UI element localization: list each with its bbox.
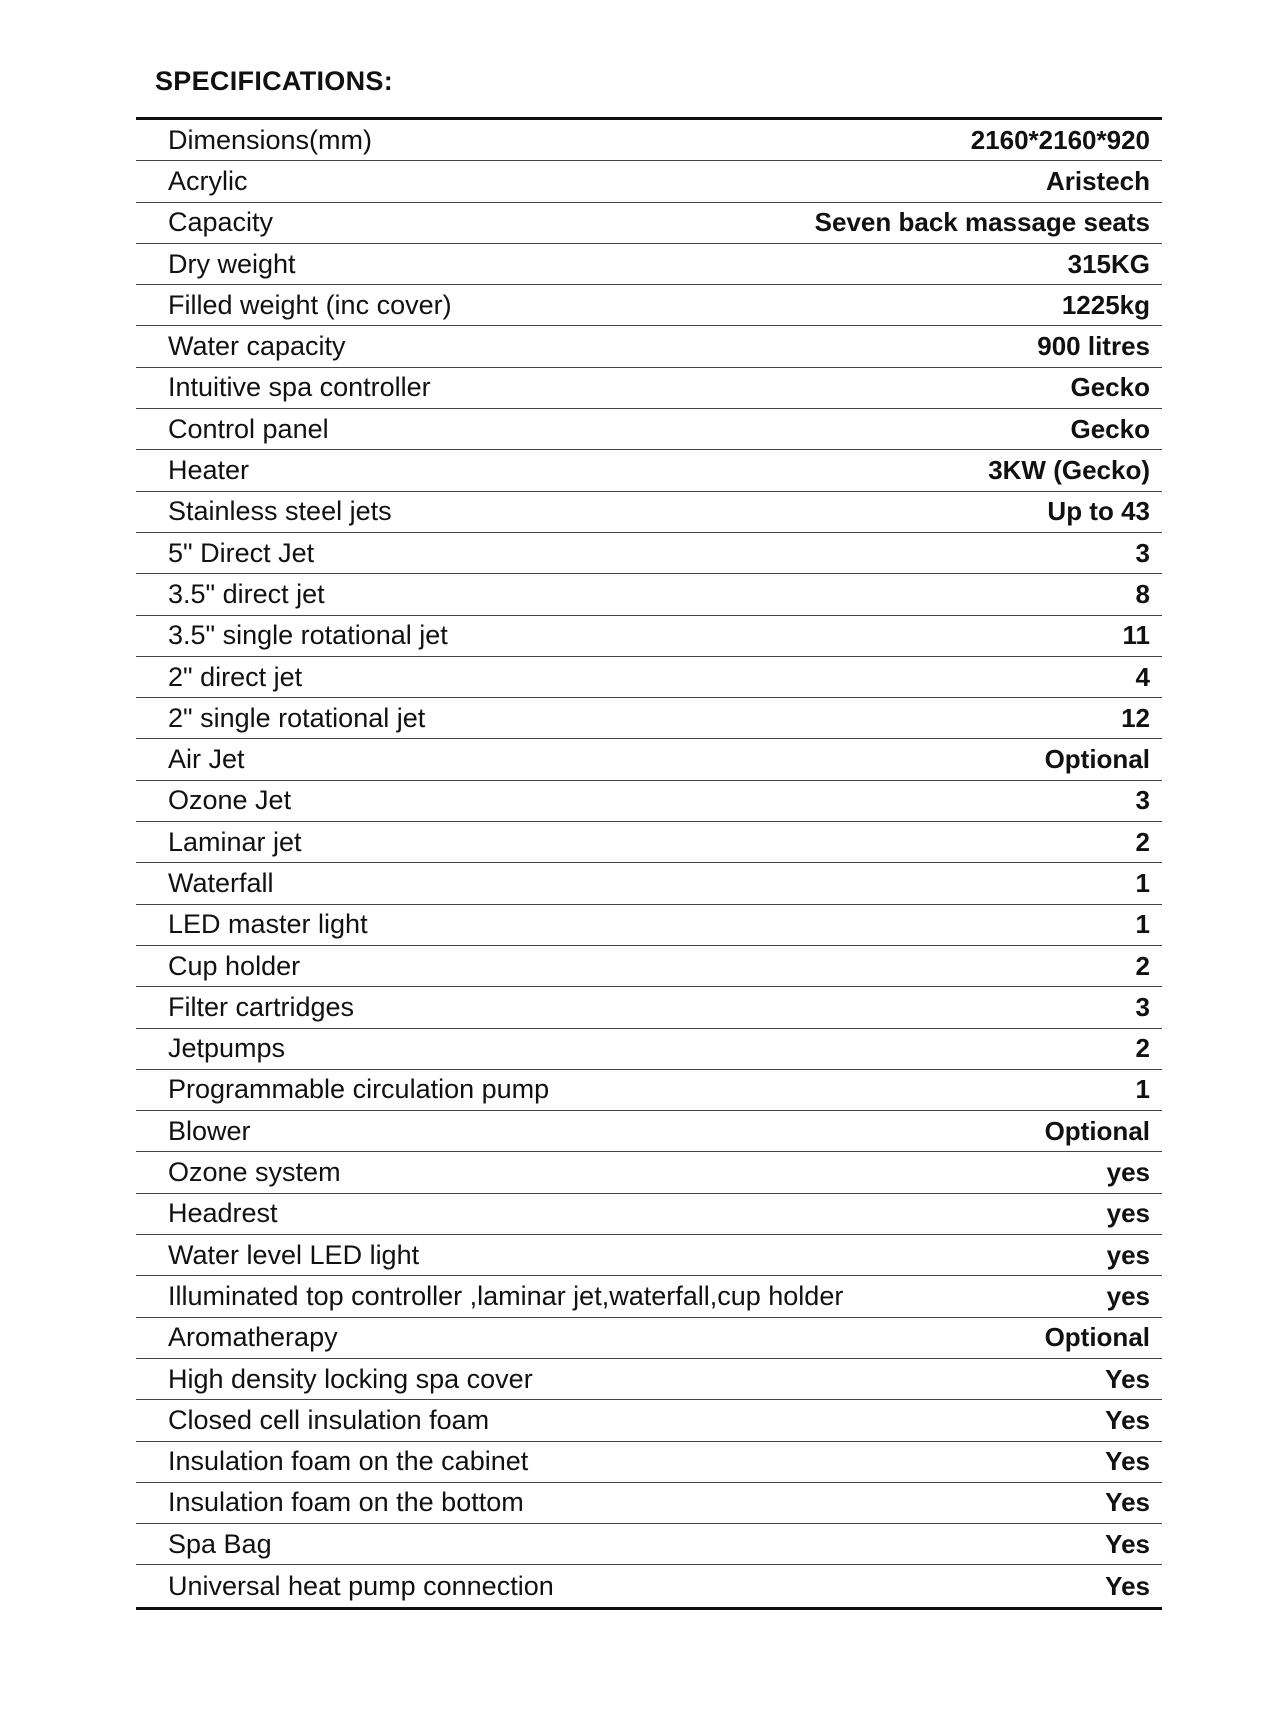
spec-value: 1225kg [1061, 289, 1150, 320]
spec-value: 2 [1135, 826, 1150, 857]
spec-value: 1 [1135, 867, 1150, 898]
spec-row-filled-weight [136, 285, 1162, 326]
spec-value: Up to 43 [1047, 496, 1150, 527]
spec-label: Ozone Jet [168, 785, 292, 816]
spec-row-filter-cartridges [136, 987, 1162, 1028]
spec-label: Spa Bag [168, 1528, 272, 1559]
spec-value: yes [1106, 1280, 1150, 1311]
spec-value: Optional [1044, 1322, 1150, 1353]
spec-row-closed-cell-foam [136, 1400, 1162, 1441]
spec-row-3-5in-rotational-jet [136, 616, 1162, 657]
spec-row-aromatherapy [136, 1318, 1162, 1359]
spec-row-heater [136, 450, 1162, 491]
spec-row-acrylic [136, 161, 1162, 202]
spec-value: yes [1106, 1157, 1150, 1188]
spec-value: Yes [1105, 1446, 1150, 1477]
spec-label: 3.5" single rotational jet [168, 620, 448, 651]
spec-row-spa-bag [136, 1524, 1162, 1565]
spec-value: 4 [1135, 661, 1150, 692]
spec-row-bottom-foam [136, 1483, 1162, 1524]
spec-value: Yes [1105, 1487, 1150, 1518]
spec-row-cabinet-foam [136, 1442, 1162, 1483]
spec-row-laminar-jet [136, 822, 1162, 863]
spec-label: Illuminated top controller ,laminar jet,waterfall,cup holder [168, 1280, 844, 1311]
spec-row-2in-direct-jet [136, 657, 1162, 698]
spec-row-illuminated-controller [136, 1276, 1162, 1317]
spec-label: Water capacity [168, 331, 346, 362]
spec-label: Universal heat pump connection [168, 1570, 554, 1601]
spec-row-ozone-jet [136, 781, 1162, 822]
spec-value: Optional [1044, 1115, 1150, 1146]
spec-value: 1 [1135, 1074, 1150, 1105]
spec-row-cup-holder [136, 946, 1162, 987]
spec-value: Seven back massage seats [814, 207, 1150, 238]
spec-value: Gecko [1070, 413, 1150, 444]
spec-label: Capacity [168, 207, 274, 238]
spec-value: 900 litres [1037, 331, 1150, 362]
spec-label: Closed cell insulation foam [168, 1404, 490, 1435]
spec-label: Intuitive spa controller [168, 372, 431, 403]
specifications-table [136, 117, 1162, 1610]
spec-row-heat-pump-connection [136, 1565, 1162, 1606]
spec-label: High density locking spa cover [168, 1363, 533, 1394]
spec-row-ozone-system [136, 1152, 1162, 1193]
spec-row-blower [136, 1111, 1162, 1152]
spec-label: Blower [168, 1115, 251, 1146]
spec-value: Yes [1105, 1528, 1150, 1559]
spec-row-circulation-pump [136, 1070, 1162, 1111]
spec-row-2in-rotational-jet [136, 698, 1162, 739]
spec-row-5in-direct-jet [136, 533, 1162, 574]
spec-row-spa-controller [136, 368, 1162, 409]
spec-row-waterfall [136, 863, 1162, 904]
spec-value: 315KG [1067, 248, 1150, 279]
spec-value: Optional [1044, 744, 1150, 775]
spec-row-control-panel [136, 409, 1162, 450]
page-title: SPECIFICATIONS: [155, 66, 394, 96]
spec-row-3-5in-direct-jet [136, 574, 1162, 615]
spec-value: 2160*2160*920 [970, 124, 1150, 155]
spec-row-air-jet [136, 739, 1162, 780]
spec-value: Yes [1105, 1404, 1150, 1435]
spec-label: 3.5" direct jet [168, 578, 325, 609]
spec-label: Jetpumps [168, 1033, 286, 1064]
spec-value: Yes [1105, 1363, 1150, 1394]
spec-value: 11 [1122, 620, 1150, 651]
spec-value: 2 [1135, 1033, 1150, 1064]
spec-label: Laminar jet [168, 826, 302, 857]
spec-row-stainless-jets [136, 492, 1162, 533]
spec-row-water-level-light [136, 1235, 1162, 1276]
spec-label: Headrest [168, 1198, 278, 1229]
spec-value: 3 [1135, 991, 1150, 1022]
spec-label: Heater [168, 455, 250, 486]
spec-row-dry-weight [136, 244, 1162, 285]
spec-label: Insulation foam on the bottom [168, 1487, 524, 1518]
spec-label: Control panel [168, 413, 329, 444]
spec-value: 12 [1121, 702, 1150, 733]
spec-label: Air Jet [168, 744, 245, 775]
spec-label: 2" single rotational jet [168, 702, 426, 733]
spec-value: 1 [1135, 909, 1150, 940]
spec-label: Ozone system [168, 1157, 341, 1188]
spec-row-jetpumps [136, 1029, 1162, 1070]
spec-label: Stainless steel jets [168, 496, 392, 527]
spec-label: Aromatherapy [168, 1322, 338, 1353]
spec-label: Cup holder [168, 950, 301, 981]
spec-value: Aristech [1045, 165, 1150, 196]
spec-label: Waterfall [168, 867, 274, 898]
spec-label: Dimensions(mm) [168, 124, 373, 155]
spec-label: 5" Direct Jet [168, 537, 315, 568]
spec-value: 8 [1135, 578, 1150, 609]
spec-label: Water level LED light [168, 1239, 420, 1270]
spec-label: Filled weight (inc cover) [168, 289, 452, 320]
spec-value: 3 [1135, 785, 1150, 816]
spec-label: Filter cartridges [168, 991, 355, 1022]
spec-row-spa-cover [136, 1359, 1162, 1400]
spec-value: 3KW (Gecko) [988, 455, 1150, 486]
spec-label: Programmable circulation pump [168, 1074, 550, 1105]
spec-label: 2" direct jet [168, 661, 303, 692]
spec-row-dimensions [136, 120, 1162, 161]
spec-row-headrest [136, 1194, 1162, 1235]
spec-value: yes [1106, 1239, 1150, 1270]
spec-label: Acrylic [168, 165, 248, 196]
spec-value: yes [1106, 1198, 1150, 1229]
spec-value: 2 [1135, 950, 1150, 981]
spec-value: Yes [1105, 1570, 1150, 1601]
spec-value: 3 [1135, 537, 1150, 568]
spec-label: LED master light [168, 909, 368, 940]
spec-label: Insulation foam on the cabinet [168, 1446, 529, 1477]
spec-label: Dry weight [168, 248, 296, 279]
spec-value: Gecko [1070, 372, 1150, 403]
spec-row-led-master-light [136, 905, 1162, 946]
spec-row-water-capacity [136, 326, 1162, 367]
spec-row-capacity [136, 203, 1162, 244]
